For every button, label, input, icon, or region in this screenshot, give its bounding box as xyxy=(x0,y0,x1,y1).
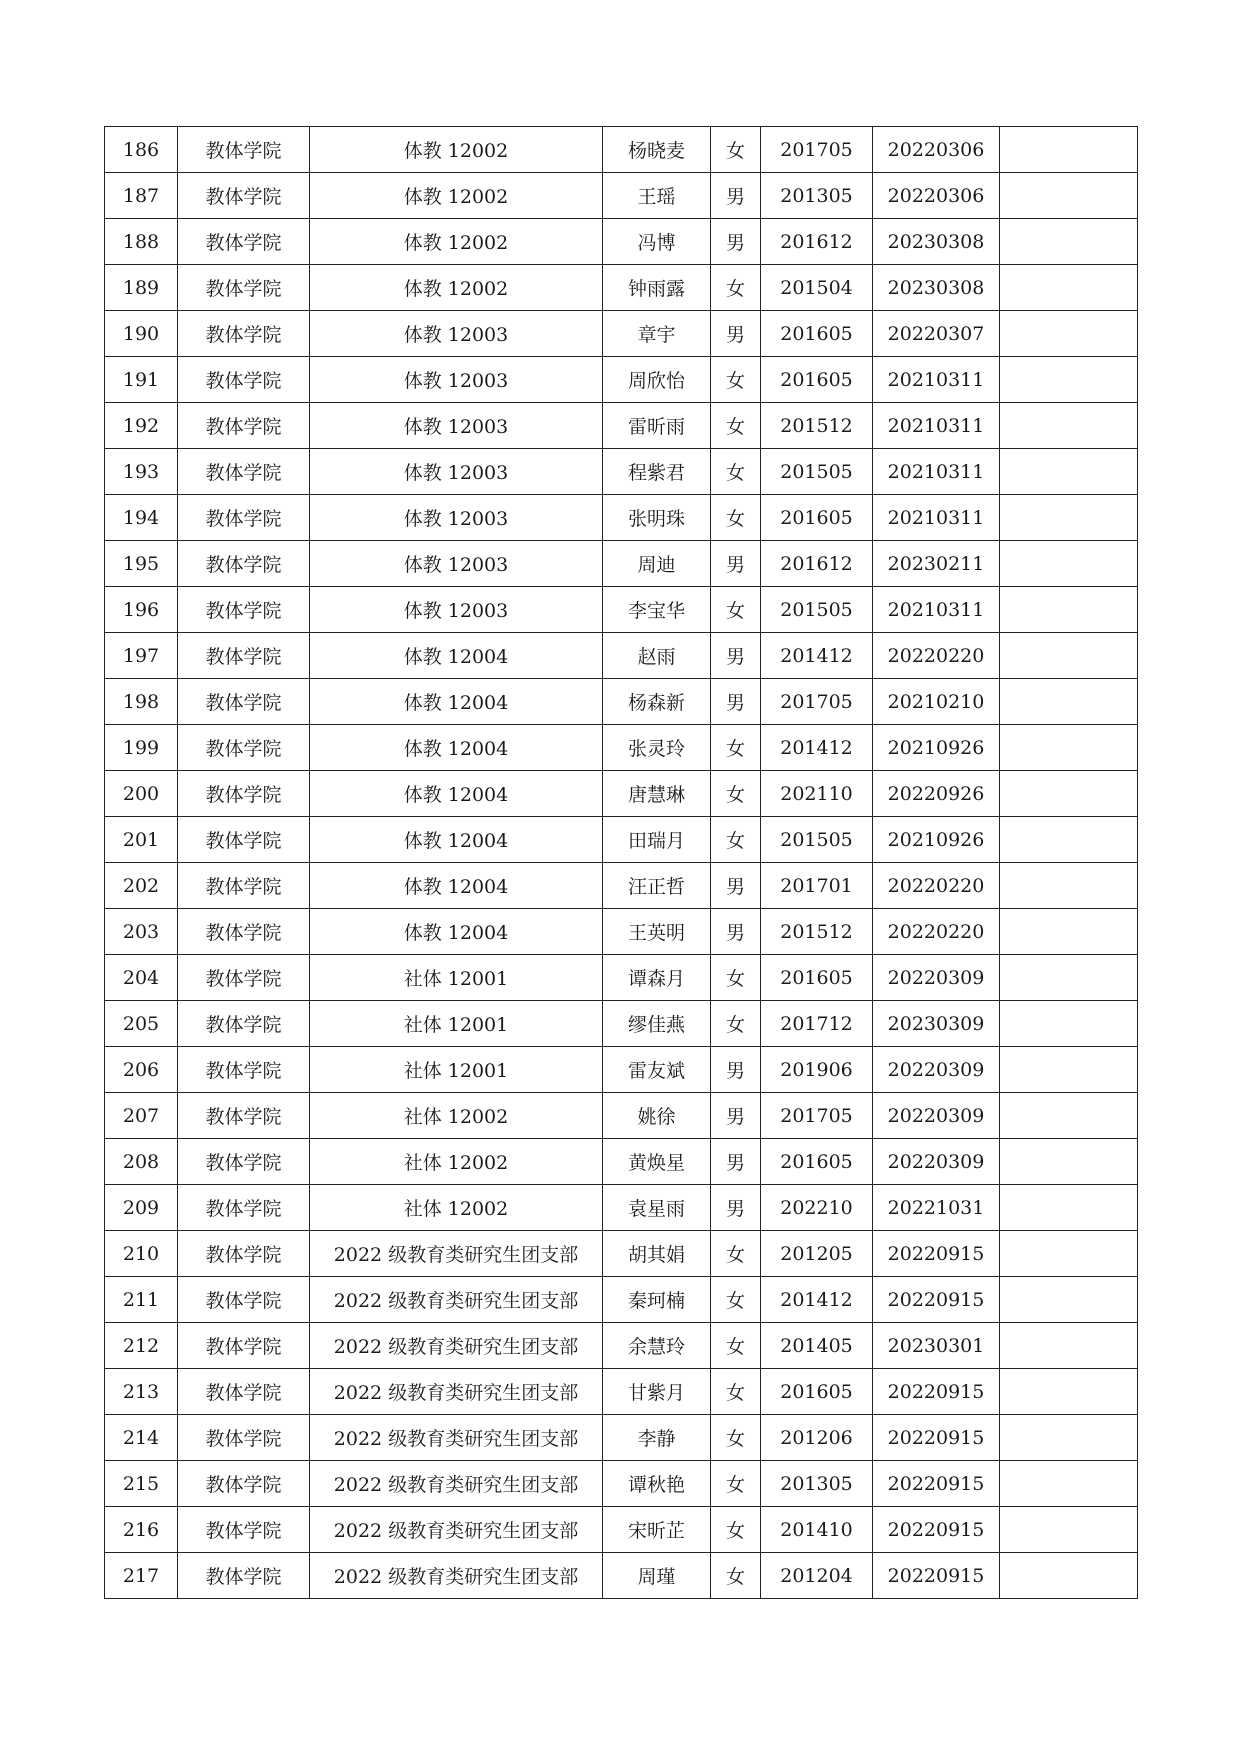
name-cell: 汪正哲 xyxy=(603,863,711,909)
join-date-cell: 201605 xyxy=(761,495,873,541)
approval-date-cell: 20220926 xyxy=(873,771,1000,817)
approval-date-cell: 20230211 xyxy=(873,541,1000,587)
approval-date-cell: 20220309 xyxy=(873,1093,1000,1139)
name-cell: 钟雨露 xyxy=(603,265,711,311)
approval-date-cell: 20210311 xyxy=(873,357,1000,403)
name-cell: 缪佳燕 xyxy=(603,1001,711,1047)
branch-cell: 社体 12002 xyxy=(310,1185,603,1231)
table-row xyxy=(105,1415,1138,1461)
gender-cell: 男 xyxy=(711,863,761,909)
row-number-cell: 217 xyxy=(105,1553,178,1599)
approval-date-cell: 20220306 xyxy=(873,173,1000,219)
remark-cell xyxy=(1000,1323,1138,1369)
table-row xyxy=(105,127,1138,173)
gender-cell: 女 xyxy=(711,127,761,173)
table-row xyxy=(105,633,1138,679)
table-row xyxy=(105,1553,1138,1599)
gender-cell: 女 xyxy=(711,771,761,817)
join-date-cell: 201605 xyxy=(761,311,873,357)
approval-date-cell: 20210311 xyxy=(873,449,1000,495)
remark-cell xyxy=(1000,771,1138,817)
gender-cell: 女 xyxy=(711,495,761,541)
remark-cell xyxy=(1000,863,1138,909)
table-row xyxy=(105,1323,1138,1369)
row-number-cell: 188 xyxy=(105,219,178,265)
row-number-cell: 211 xyxy=(105,1277,178,1323)
join-date-cell: 201505 xyxy=(761,817,873,863)
approval-date-cell: 20220220 xyxy=(873,909,1000,955)
approval-date-cell: 20220915 xyxy=(873,1461,1000,1507)
name-cell: 赵雨 xyxy=(603,633,711,679)
table-row xyxy=(105,541,1138,587)
gender-cell: 男 xyxy=(711,219,761,265)
college-cell: 教体学院 xyxy=(178,679,310,725)
table-row xyxy=(105,1231,1138,1277)
join-date-cell: 201405 xyxy=(761,1323,873,1369)
college-cell: 教体学院 xyxy=(178,1369,310,1415)
college-cell: 教体学院 xyxy=(178,587,310,633)
remark-cell xyxy=(1000,1231,1138,1277)
branch-cell: 社体 12002 xyxy=(310,1139,603,1185)
remark-cell xyxy=(1000,495,1138,541)
gender-cell: 女 xyxy=(711,1461,761,1507)
name-cell: 杨森新 xyxy=(603,679,711,725)
table-row xyxy=(105,909,1138,955)
remark-cell xyxy=(1000,1415,1138,1461)
remark-cell xyxy=(1000,909,1138,955)
branch-cell: 2022 级教育类研究生团支部 xyxy=(310,1277,603,1323)
table-row xyxy=(105,955,1138,1001)
remark-cell xyxy=(1000,1047,1138,1093)
branch-cell: 体教 12003 xyxy=(310,449,603,495)
table-row xyxy=(105,1461,1138,1507)
row-number-cell: 202 xyxy=(105,863,178,909)
row-number-cell: 197 xyxy=(105,633,178,679)
remark-cell xyxy=(1000,1507,1138,1553)
college-cell: 教体学院 xyxy=(178,541,310,587)
name-cell: 余慧玲 xyxy=(603,1323,711,1369)
college-cell: 教体学院 xyxy=(178,357,310,403)
remark-cell xyxy=(1000,587,1138,633)
table-row xyxy=(105,1507,1138,1553)
approval-date-cell: 20230308 xyxy=(873,219,1000,265)
remark-cell xyxy=(1000,1185,1138,1231)
table-row xyxy=(105,311,1138,357)
college-cell: 教体学院 xyxy=(178,403,310,449)
remark-cell xyxy=(1000,403,1138,449)
table-row xyxy=(105,863,1138,909)
name-cell: 胡其娟 xyxy=(603,1231,711,1277)
name-cell: 黄焕星 xyxy=(603,1139,711,1185)
college-cell: 教体学院 xyxy=(178,909,310,955)
college-cell: 教体学院 xyxy=(178,449,310,495)
approval-date-cell: 20220306 xyxy=(873,127,1000,173)
table-row xyxy=(105,449,1138,495)
table-row xyxy=(105,1093,1138,1139)
branch-cell: 体教 12004 xyxy=(310,725,603,771)
approval-date-cell: 20210210 xyxy=(873,679,1000,725)
branch-cell: 体教 12003 xyxy=(310,587,603,633)
join-date-cell: 201705 xyxy=(761,127,873,173)
college-cell: 教体学院 xyxy=(178,1231,310,1277)
branch-cell: 社体 12001 xyxy=(310,955,603,1001)
approval-date-cell: 20220220 xyxy=(873,863,1000,909)
gender-cell: 女 xyxy=(711,1415,761,1461)
row-number-cell: 198 xyxy=(105,679,178,725)
row-number-cell: 199 xyxy=(105,725,178,771)
gender-cell: 男 xyxy=(711,633,761,679)
branch-cell: 体教 12004 xyxy=(310,909,603,955)
row-number-cell: 192 xyxy=(105,403,178,449)
name-cell: 谭森月 xyxy=(603,955,711,1001)
name-cell: 雷昕雨 xyxy=(603,403,711,449)
college-cell: 教体学院 xyxy=(178,1461,310,1507)
approval-date-cell: 20220915 xyxy=(873,1277,1000,1323)
gender-cell: 男 xyxy=(711,541,761,587)
table-row xyxy=(105,357,1138,403)
name-cell: 王瑶 xyxy=(603,173,711,219)
row-number-cell: 210 xyxy=(105,1231,178,1277)
branch-cell: 2022 级教育类研究生团支部 xyxy=(310,1461,603,1507)
join-date-cell: 201205 xyxy=(761,1231,873,1277)
remark-cell xyxy=(1000,541,1138,587)
join-date-cell: 201612 xyxy=(761,541,873,587)
college-cell: 教体学院 xyxy=(178,219,310,265)
row-number-cell: 213 xyxy=(105,1369,178,1415)
remark-cell xyxy=(1000,1461,1138,1507)
remark-cell xyxy=(1000,449,1138,495)
remark-cell xyxy=(1000,1369,1138,1415)
branch-cell: 体教 12003 xyxy=(310,403,603,449)
approval-date-cell: 20220307 xyxy=(873,311,1000,357)
remark-cell xyxy=(1000,633,1138,679)
name-cell: 章宇 xyxy=(603,311,711,357)
remark-cell xyxy=(1000,1553,1138,1599)
branch-cell: 体教 12002 xyxy=(310,173,603,219)
join-date-cell: 201712 xyxy=(761,1001,873,1047)
branch-cell: 2022 级教育类研究生团支部 xyxy=(310,1369,603,1415)
join-date-cell: 201412 xyxy=(761,725,873,771)
name-cell: 张灵玲 xyxy=(603,725,711,771)
branch-cell: 体教 12004 xyxy=(310,679,603,725)
college-cell: 教体学院 xyxy=(178,955,310,1001)
gender-cell: 男 xyxy=(711,679,761,725)
join-date-cell: 201605 xyxy=(761,955,873,1001)
table-row xyxy=(105,679,1138,725)
join-date-cell: 201505 xyxy=(761,449,873,495)
branch-cell: 2022 级教育类研究生团支部 xyxy=(310,1553,603,1599)
table-row xyxy=(105,1185,1138,1231)
remark-cell xyxy=(1000,817,1138,863)
remark-cell xyxy=(1000,1093,1138,1139)
college-cell: 教体学院 xyxy=(178,1507,310,1553)
row-number-cell: 195 xyxy=(105,541,178,587)
name-cell: 袁星雨 xyxy=(603,1185,711,1231)
join-date-cell: 201605 xyxy=(761,357,873,403)
table-row xyxy=(105,587,1138,633)
join-date-cell: 201605 xyxy=(761,1369,873,1415)
row-number-cell: 214 xyxy=(105,1415,178,1461)
branch-cell: 体教 12002 xyxy=(310,265,603,311)
table-body xyxy=(105,127,1138,1599)
college-cell: 教体学院 xyxy=(178,1139,310,1185)
name-cell: 周迪 xyxy=(603,541,711,587)
approval-date-cell: 20220915 xyxy=(873,1553,1000,1599)
row-number-cell: 205 xyxy=(105,1001,178,1047)
gender-cell: 男 xyxy=(711,1047,761,1093)
row-number-cell: 186 xyxy=(105,127,178,173)
join-date-cell: 202110 xyxy=(761,771,873,817)
name-cell: 冯博 xyxy=(603,219,711,265)
gender-cell: 女 xyxy=(711,1369,761,1415)
join-date-cell: 201206 xyxy=(761,1415,873,1461)
join-date-cell: 201612 xyxy=(761,219,873,265)
join-date-cell: 201705 xyxy=(761,679,873,725)
name-cell: 雷友斌 xyxy=(603,1047,711,1093)
approval-date-cell: 20220309 xyxy=(873,955,1000,1001)
branch-cell: 体教 12002 xyxy=(310,219,603,265)
name-cell: 程紫君 xyxy=(603,449,711,495)
remark-cell xyxy=(1000,265,1138,311)
row-number-cell: 212 xyxy=(105,1323,178,1369)
name-cell: 王英明 xyxy=(603,909,711,955)
name-cell: 谭秋艳 xyxy=(603,1461,711,1507)
branch-cell: 体教 12003 xyxy=(310,541,603,587)
branch-cell: 社体 12001 xyxy=(310,1001,603,1047)
approval-date-cell: 20210311 xyxy=(873,403,1000,449)
branch-cell: 社体 12001 xyxy=(310,1047,603,1093)
join-date-cell: 201410 xyxy=(761,1507,873,1553)
approval-date-cell: 20210926 xyxy=(873,817,1000,863)
branch-cell: 体教 12004 xyxy=(310,771,603,817)
name-cell: 杨晓麦 xyxy=(603,127,711,173)
college-cell: 教体学院 xyxy=(178,127,310,173)
gender-cell: 女 xyxy=(711,1001,761,1047)
join-date-cell: 201605 xyxy=(761,1139,873,1185)
table-row xyxy=(105,1139,1138,1185)
row-number-cell: 193 xyxy=(105,449,178,495)
gender-cell: 男 xyxy=(711,909,761,955)
branch-cell: 体教 12004 xyxy=(310,633,603,679)
name-cell: 李静 xyxy=(603,1415,711,1461)
name-cell: 宋昕芷 xyxy=(603,1507,711,1553)
college-cell: 教体学院 xyxy=(178,1277,310,1323)
row-number-cell: 206 xyxy=(105,1047,178,1093)
table-row xyxy=(105,725,1138,771)
college-cell: 教体学院 xyxy=(178,265,310,311)
approval-date-cell: 20220915 xyxy=(873,1507,1000,1553)
gender-cell: 男 xyxy=(711,1139,761,1185)
remark-cell xyxy=(1000,1001,1138,1047)
gender-cell: 女 xyxy=(711,357,761,403)
gender-cell: 女 xyxy=(711,1231,761,1277)
table-row xyxy=(105,219,1138,265)
college-cell: 教体学院 xyxy=(178,1323,310,1369)
gender-cell: 女 xyxy=(711,1277,761,1323)
college-cell: 教体学院 xyxy=(178,1553,310,1599)
join-date-cell: 201305 xyxy=(761,173,873,219)
remark-cell xyxy=(1000,311,1138,357)
join-date-cell: 201705 xyxy=(761,1093,873,1139)
college-cell: 教体学院 xyxy=(178,1047,310,1093)
gender-cell: 女 xyxy=(711,725,761,771)
gender-cell: 女 xyxy=(711,403,761,449)
row-number-cell: 209 xyxy=(105,1185,178,1231)
name-cell: 甘紫月 xyxy=(603,1369,711,1415)
join-date-cell: 201512 xyxy=(761,909,873,955)
name-cell: 唐慧琳 xyxy=(603,771,711,817)
join-date-cell: 201906 xyxy=(761,1047,873,1093)
approval-date-cell: 20220915 xyxy=(873,1231,1000,1277)
remark-cell xyxy=(1000,127,1138,173)
branch-cell: 体教 12003 xyxy=(310,357,603,403)
table-row xyxy=(105,1277,1138,1323)
gender-cell: 女 xyxy=(711,587,761,633)
approval-date-cell: 20230309 xyxy=(873,1001,1000,1047)
member-table xyxy=(104,126,1138,1599)
row-number-cell: 203 xyxy=(105,909,178,955)
row-number-cell: 200 xyxy=(105,771,178,817)
table-row xyxy=(105,1001,1138,1047)
row-number-cell: 207 xyxy=(105,1093,178,1139)
row-number-cell: 196 xyxy=(105,587,178,633)
approval-date-cell: 20210311 xyxy=(873,495,1000,541)
gender-cell: 女 xyxy=(711,1323,761,1369)
college-cell: 教体学院 xyxy=(178,725,310,771)
gender-cell: 男 xyxy=(711,1093,761,1139)
table-row xyxy=(105,1369,1138,1415)
name-cell: 田瑞月 xyxy=(603,817,711,863)
college-cell: 教体学院 xyxy=(178,771,310,817)
row-number-cell: 194 xyxy=(105,495,178,541)
row-number-cell: 216 xyxy=(105,1507,178,1553)
table-row xyxy=(105,1047,1138,1093)
join-date-cell: 201512 xyxy=(761,403,873,449)
row-number-cell: 189 xyxy=(105,265,178,311)
branch-cell: 体教 12004 xyxy=(310,863,603,909)
join-date-cell: 201412 xyxy=(761,633,873,679)
approval-date-cell: 20230301 xyxy=(873,1323,1000,1369)
approval-date-cell: 20220220 xyxy=(873,633,1000,679)
branch-cell: 2022 级教育类研究生团支部 xyxy=(310,1507,603,1553)
table-row xyxy=(105,265,1138,311)
branch-cell: 2022 级教育类研究生团支部 xyxy=(310,1415,603,1461)
remark-cell xyxy=(1000,725,1138,771)
gender-cell: 男 xyxy=(711,173,761,219)
college-cell: 教体学院 xyxy=(178,1415,310,1461)
college-cell: 教体学院 xyxy=(178,495,310,541)
college-cell: 教体学院 xyxy=(178,173,310,219)
branch-cell: 体教 12004 xyxy=(310,817,603,863)
table-row xyxy=(105,771,1138,817)
gender-cell: 女 xyxy=(711,955,761,1001)
row-number-cell: 208 xyxy=(105,1139,178,1185)
join-date-cell: 201505 xyxy=(761,587,873,633)
remark-cell xyxy=(1000,1139,1138,1185)
branch-cell: 2022 级教育类研究生团支部 xyxy=(310,1323,603,1369)
table-row xyxy=(105,817,1138,863)
remark-cell xyxy=(1000,219,1138,265)
table-row xyxy=(105,495,1138,541)
college-cell: 教体学院 xyxy=(178,311,310,357)
gender-cell: 男 xyxy=(711,1185,761,1231)
join-date-cell: 201204 xyxy=(761,1553,873,1599)
branch-cell: 体教 12003 xyxy=(310,311,603,357)
name-cell: 秦珂楠 xyxy=(603,1277,711,1323)
gender-cell: 女 xyxy=(711,449,761,495)
join-date-cell: 202210 xyxy=(761,1185,873,1231)
college-cell: 教体学院 xyxy=(178,863,310,909)
join-date-cell: 201305 xyxy=(761,1461,873,1507)
gender-cell: 男 xyxy=(711,311,761,357)
college-cell: 教体学院 xyxy=(178,1185,310,1231)
approval-date-cell: 20220915 xyxy=(873,1369,1000,1415)
remark-cell xyxy=(1000,357,1138,403)
row-number-cell: 201 xyxy=(105,817,178,863)
approval-date-cell: 20221031 xyxy=(873,1185,1000,1231)
branch-cell: 社体 12002 xyxy=(310,1093,603,1139)
join-date-cell: 201412 xyxy=(761,1277,873,1323)
join-date-cell: 201504 xyxy=(761,265,873,311)
college-cell: 教体学院 xyxy=(178,817,310,863)
college-cell: 教体学院 xyxy=(178,1093,310,1139)
name-cell: 周欣怡 xyxy=(603,357,711,403)
row-number-cell: 204 xyxy=(105,955,178,1001)
name-cell: 周瑾 xyxy=(603,1553,711,1599)
branch-cell: 体教 12003 xyxy=(310,495,603,541)
gender-cell: 女 xyxy=(711,265,761,311)
approval-date-cell: 20220309 xyxy=(873,1139,1000,1185)
join-date-cell: 201701 xyxy=(761,863,873,909)
branch-cell: 体教 12002 xyxy=(310,127,603,173)
name-cell: 李宝华 xyxy=(603,587,711,633)
gender-cell: 女 xyxy=(711,1507,761,1553)
name-cell: 张明珠 xyxy=(603,495,711,541)
row-number-cell: 215 xyxy=(105,1461,178,1507)
college-cell: 教体学院 xyxy=(178,1001,310,1047)
branch-cell: 2022 级教育类研究生团支部 xyxy=(310,1231,603,1277)
row-number-cell: 191 xyxy=(105,357,178,403)
approval-date-cell: 20210926 xyxy=(873,725,1000,771)
row-number-cell: 190 xyxy=(105,311,178,357)
approval-date-cell: 20230308 xyxy=(873,265,1000,311)
approval-date-cell: 20220309 xyxy=(873,1047,1000,1093)
row-number-cell: 187 xyxy=(105,173,178,219)
gender-cell: 女 xyxy=(711,1553,761,1599)
gender-cell: 女 xyxy=(711,817,761,863)
remark-cell xyxy=(1000,173,1138,219)
college-cell: 教体学院 xyxy=(178,633,310,679)
table-row xyxy=(105,403,1138,449)
remark-cell xyxy=(1000,1277,1138,1323)
name-cell: 姚徐 xyxy=(603,1093,711,1139)
remark-cell xyxy=(1000,955,1138,1001)
approval-date-cell: 20210311 xyxy=(873,587,1000,633)
remark-cell xyxy=(1000,679,1138,725)
table-row xyxy=(105,173,1138,219)
approval-date-cell: 20220915 xyxy=(873,1415,1000,1461)
